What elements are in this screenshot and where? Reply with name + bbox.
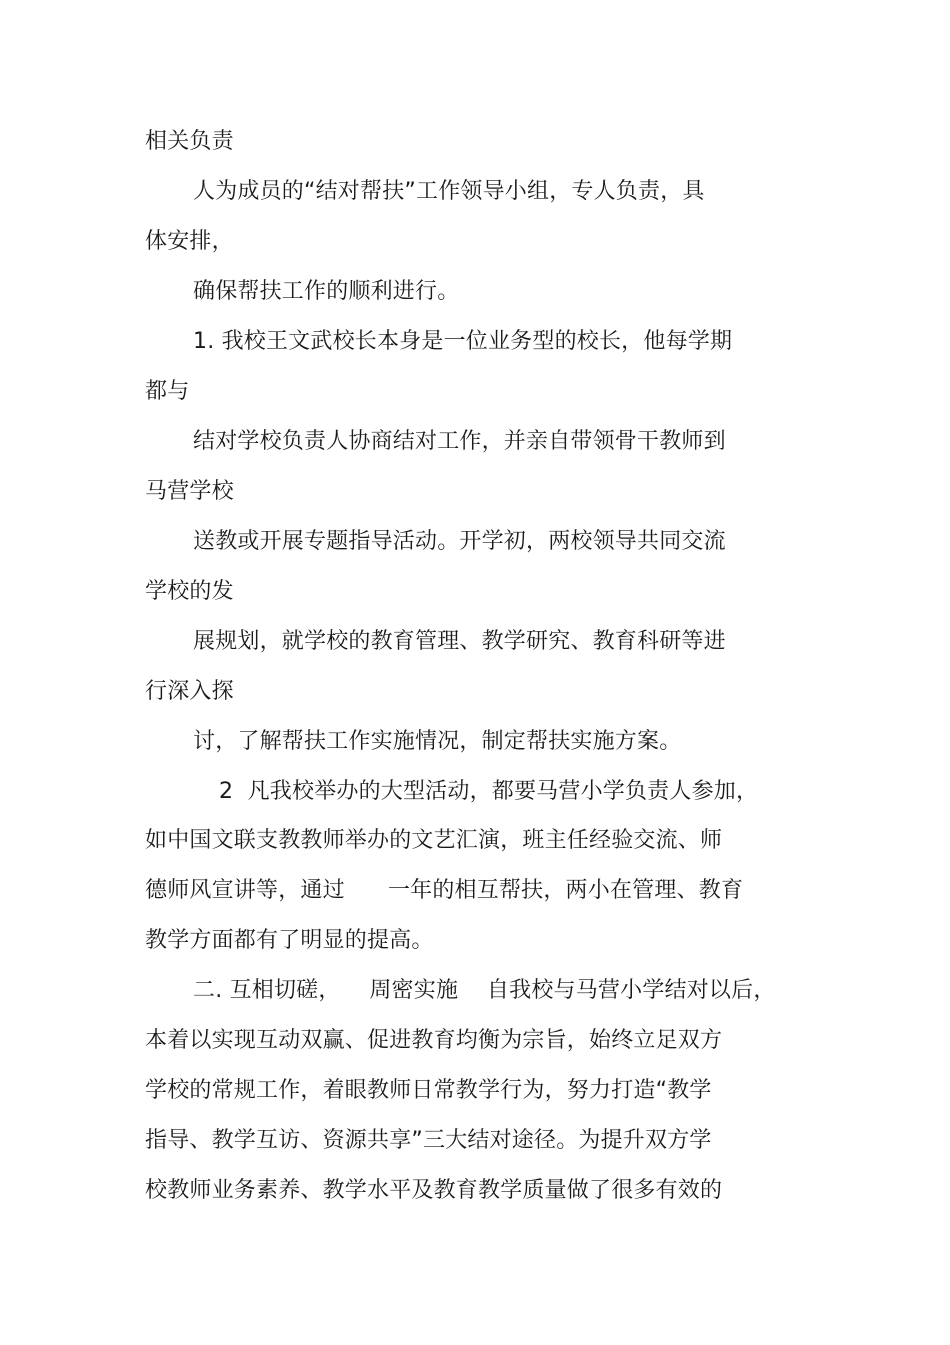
text-line: 二. 互相切磋， 周密实施 自我校与马营小学结对以后， <box>193 978 776 1003</box>
text-line: 展规划，就学校的教育管理、教学研究、教育科研等进 <box>193 629 726 654</box>
text-line: 结对学校负责人协商结对工作，并亲自带领骨干教师到 <box>193 429 726 454</box>
text-line: 相关负责 <box>145 129 234 154</box>
text-line: 学校的常规工作，着眼教师日常教学行为，努力打造“教学 <box>145 1078 712 1103</box>
text-line: 2 凡我校举办的大型活动，都要马营小学负责人参加， <box>219 779 759 804</box>
text-line: 如中国文联支教教师举办的文艺汇演，班主任经验交流、师 <box>145 828 723 853</box>
text-line: 学校的发 <box>145 579 234 604</box>
text-line: 讨，了解帮扶工作实施情况，制定帮扶实施方案。 <box>193 729 682 754</box>
text-line: 人为成员的“结对帮扶”工作领导小组，专人负责，具 <box>193 179 705 204</box>
text-line: 确保帮扶工作的顺利进行。 <box>193 279 460 304</box>
text-line: 都与 <box>145 379 190 404</box>
text-line: 指导、教学互访、资源共享”三大结对途径。为提升双方学 <box>145 1128 712 1153</box>
text-line: 校教师业务素养、教学水平及教育教学质量做了很多有效的 <box>145 1178 723 1203</box>
text-line: 教学方面都有了明显的提高。 <box>145 928 434 953</box>
text-line: 1. 我校王文武校长本身是一位业务型的校长，他每学期 <box>193 329 733 354</box>
text-line: 送教或开展专题指导活动。开学初，两校领导共同交流 <box>193 529 726 554</box>
text-line: 行深入探 <box>145 679 234 704</box>
text-line: 体安排， <box>145 229 234 254</box>
text-line: 德师风宣讲等，通过 一年的相互帮扶，两小在管理、教育 <box>145 878 744 903</box>
text-line: 马营学校 <box>145 479 234 504</box>
text-line: 本着以实现互动双赢、促进教育均衡为宗旨，始终立足双方 <box>145 1028 723 1053</box>
